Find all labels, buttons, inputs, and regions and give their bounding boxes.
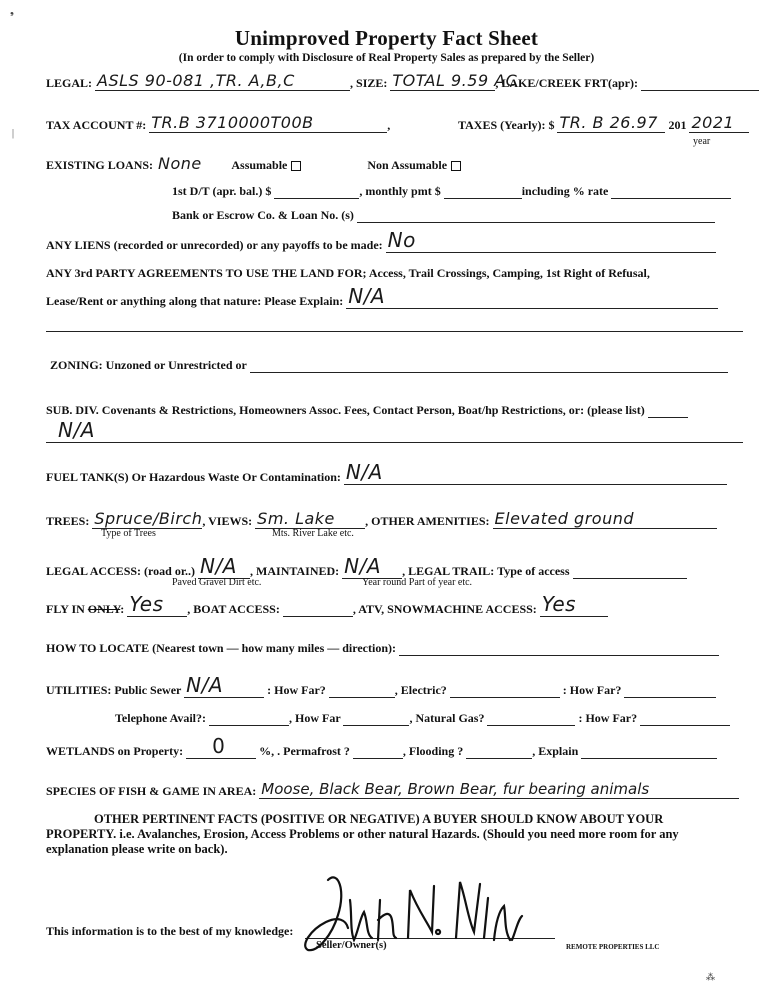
species-field[interactable] [259, 780, 739, 799]
telephone-how-far-field[interactable] [343, 711, 409, 726]
views-field[interactable] [255, 509, 365, 529]
year-value: 2021 [691, 113, 735, 132]
permafrost-label: . Permafrost ? [277, 744, 350, 758]
liens-value: No [387, 228, 416, 252]
deed-of-trust-row [172, 184, 731, 199]
pertinent-line-2: PROPERTY. i.e. Avalanches, Erosion, Access Problems or other natural Hazards. (Should you need more room for any [46, 827, 679, 841]
fuel-row [46, 460, 727, 485]
amenities-field[interactable] [493, 509, 717, 529]
deed-of-trust-label: 1st D/T (apr. bal.) $ [172, 184, 272, 198]
bank-row [172, 208, 715, 223]
zoning-row [50, 358, 728, 373]
views-value: Sm. Lake [257, 509, 335, 528]
trees-label: TREES: [46, 514, 90, 528]
loans-row [46, 154, 461, 173]
tax-account-label: TAX ACCOUNT #: [46, 118, 147, 132]
amenities-value: Elevated ground [494, 509, 635, 528]
existing-loans-field[interactable] [156, 154, 216, 173]
telephone-label: Telephone Avail?: [115, 711, 207, 725]
electric-how-far-label: : How Far? [562, 683, 622, 697]
liens-field[interactable] [386, 228, 716, 253]
views-label: , VIEWS: [202, 514, 253, 528]
trees-caption: Type of Trees [101, 528, 156, 539]
subdiv-end-field[interactable] [648, 403, 688, 418]
flooding-label: , Flooding ? [402, 744, 464, 758]
monthly-payment-label: , monthly pmt $ [359, 184, 441, 198]
agreements-extra-line[interactable] [46, 331, 743, 332]
legal-access-value: N/A [200, 554, 237, 578]
subdiv-row [46, 403, 688, 418]
seller-owner-caption: Seller/Owner(s) [316, 940, 387, 951]
explain-label: , Explain [532, 744, 579, 758]
wetlands-field[interactable] [186, 734, 256, 759]
electric-field[interactable] [450, 683, 560, 698]
natural-gas-label: , Natural Gas? [409, 711, 485, 725]
page-subtitle: (In order to comply with Disclosure of Real Property Sales as prepared by the Seller) [178, 52, 595, 64]
existing-loans-label: EXISTING LOANS: [46, 158, 154, 172]
monthly-payment-field[interactable] [444, 184, 522, 199]
taxes-field[interactable] [557, 113, 665, 133]
assumable-checkbox[interactable] [291, 161, 301, 171]
agreements-field[interactable] [346, 284, 718, 309]
telephone-field[interactable] [209, 711, 289, 726]
zoning-label: ZONING: Unzoned or Unrestricted or [50, 358, 247, 372]
corner-scribble-icon: ⁂ [706, 972, 715, 982]
telephone-how-far-label: , How Far [289, 711, 341, 725]
company-name: REMOTE PROPERTIES LLC [566, 943, 660, 951]
liens-row [46, 228, 716, 253]
statement-row [46, 924, 293, 939]
gas-how-far-label: : How Far? [578, 711, 638, 725]
fly-in-field[interactable] [127, 592, 187, 617]
sewer-value: N/A [186, 673, 224, 697]
non-assumable-checkbox[interactable] [451, 161, 461, 171]
locate-field[interactable] [399, 641, 719, 656]
fuel-value: N/A [345, 460, 383, 484]
natural-gas-field[interactable] [487, 711, 575, 726]
wetlands-row [46, 734, 717, 759]
locate-row [46, 641, 719, 656]
statement-label: This information is to the best of my knowledge: [46, 924, 294, 938]
agreements-row-1: ANY 3rd PARTY AGREEMENTS TO USE THE LAND FOR; Access, Trail Crossings, Camping, 1st Right of Refusal, [46, 266, 650, 280]
sewer-field[interactable] [184, 673, 264, 698]
pertinent-line-3: explanation please write on back). [46, 842, 228, 856]
electric-label: , Electric? [394, 683, 447, 697]
deed-of-trust-field[interactable] [274, 184, 359, 199]
legal-trail-field[interactable] [573, 564, 687, 579]
legal-row [46, 71, 759, 91]
trees-field[interactable] [92, 509, 203, 529]
lake-frontage-field[interactable] [641, 76, 759, 91]
size-label: , SIZE: [350, 76, 388, 90]
corner-mark-icon: ❟ [10, 6, 14, 17]
sewer-how-far-field[interactable] [329, 683, 395, 698]
subdiv-field[interactable] [46, 442, 743, 443]
taxes-value: TR. B 26.97 [559, 113, 658, 132]
bank-field[interactable] [357, 208, 715, 223]
explain-field[interactable] [581, 744, 717, 759]
year-field[interactable] [689, 113, 749, 133]
telephone-row [115, 711, 730, 726]
rate-label: including % rate [521, 184, 609, 198]
fuel-label: FUEL TANK(S) Or Hazardous Waste Or Contamination: [46, 470, 341, 484]
non-assumable-label: Non Assumable [367, 158, 448, 172]
size-value: TOTAL 9.59 AC [392, 71, 518, 90]
legal-access-label: LEGAL ACCESS: (road or..) [46, 564, 196, 578]
agreements-label: Lease/Rent or anything along that nature: Please Explain: [46, 294, 344, 308]
wetlands-label: WETLANDS on Property: [46, 744, 184, 758]
agreements-row-2 [46, 284, 718, 309]
species-label: SPECIES OF FISH & GAME IN AREA: [46, 784, 257, 798]
liens-label: ANY LIENS (recorded or unrecorded) or any payoffs to be made: [46, 238, 383, 252]
fly-in-colon: : [120, 602, 125, 616]
agreements-value: N/A [348, 284, 386, 308]
assumable-label: Assumable [231, 158, 288, 172]
fuel-field[interactable] [344, 460, 727, 485]
gas-how-far-field[interactable] [640, 711, 730, 726]
pertinent-facts-block [46, 812, 736, 857]
fly-in-value: Yes [129, 592, 164, 616]
year-prefix: 201 [668, 118, 687, 132]
road-caption: Paved Gravel Dirt etc. [172, 577, 262, 588]
lake-frontage-label: , LAKE/CREEK FRT(apr): [495, 76, 638, 90]
wetlands-percent-label: %, [259, 744, 275, 758]
size-field[interactable] [390, 71, 518, 91]
atv-access-label: , ATV, SNOWMACHINE ACCESS: [352, 602, 537, 616]
maintained-caption: Year round Part of year etc. [362, 577, 473, 588]
tax-row: TAX ACCOUNT #: TR.B 3710000T00B , TAXES (Yearly): $ TR. B 26.97 201 2021 [46, 118, 749, 133]
flooding-field[interactable] [466, 744, 532, 759]
locate-label: HOW TO LOCATE (Nearest town — how many miles — direction): [46, 641, 397, 655]
boat-access-field[interactable] [283, 602, 353, 617]
sewer-label: UTILITIES: Public Sewer [46, 683, 182, 697]
margin-tick-icon: | [12, 128, 15, 139]
utilities-row [46, 673, 716, 698]
fly-in-label: FLY IN [46, 602, 85, 616]
legal-label: LEGAL: [46, 76, 93, 90]
maintained-value: N/A [344, 554, 382, 578]
rate-field[interactable] [611, 184, 731, 199]
subdiv-label: SUB. DIV. Covenants & Restrictions, Homeowners Assoc. Fees, Contact Person, Boat/hp Restrictions, or: (please list) [46, 403, 645, 417]
legal-value: ASLS 90-081 ,TR. A,B,C [97, 71, 295, 90]
atv-access-value: Yes [541, 592, 577, 616]
wetlands-value: 0 [212, 734, 226, 758]
fly-in-row [46, 592, 608, 617]
pertinent-heading: OTHER PERTINENT FACTS (POSITIVE OR NEGATIVE) A BUYER SHOULD KNOW ABOUT YOUR [94, 812, 664, 826]
year-caption: year [693, 136, 711, 147]
species-row [46, 780, 739, 799]
views-caption: Mts. River Lake etc. [272, 528, 354, 539]
zoning-field[interactable] [250, 358, 728, 373]
tax-account-field[interactable] [149, 113, 387, 133]
subdiv-value: N/A [58, 418, 95, 442]
maintained-label: , MAINTAINED: [250, 564, 340, 578]
taxes-label: TAXES (Yearly): $ [458, 118, 555, 132]
electric-how-far-field[interactable] [624, 683, 716, 698]
only-label: ONLY [87, 602, 121, 616]
existing-loans-value: None [158, 154, 202, 173]
amenities-label: , OTHER AMENITIES: [365, 514, 490, 528]
atv-access-field[interactable] [540, 592, 608, 617]
legal-trail-label: , LEGAL TRAIL: Type of access [402, 564, 570, 578]
sewer-how-far-label: : How Far? [267, 683, 326, 697]
tax-account-value: TR.B 3710000T00B [151, 113, 314, 132]
page-title: Unimproved Property Fact Sheet [234, 26, 539, 50]
permafrost-field[interactable] [353, 744, 403, 759]
legal-field[interactable] [95, 71, 350, 91]
species-value: Moose, Black Bear, Brown Bear, fur bearing animals [261, 780, 650, 798]
trees-row [46, 509, 717, 529]
boat-access-label: , BOAT ACCESS: [187, 602, 280, 616]
trees-value: Spruce/Birch [94, 509, 203, 528]
bank-label: Bank or Escrow Co. & Loan No. (s) [172, 208, 354, 222]
